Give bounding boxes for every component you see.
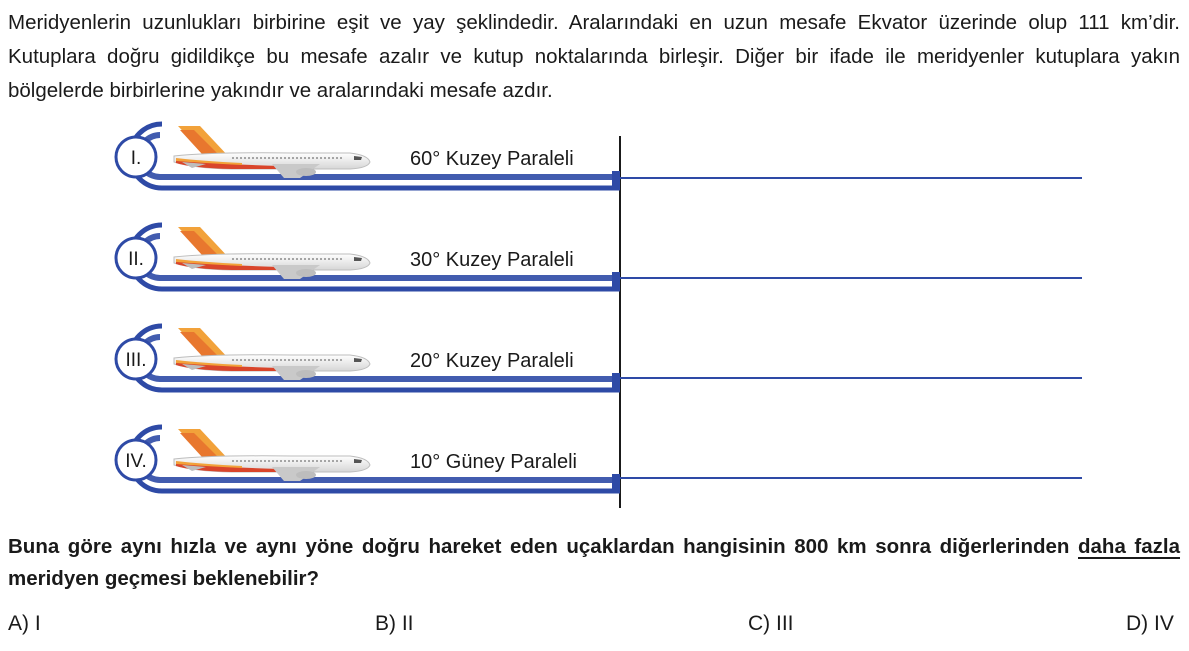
question-text xyxy=(8,531,1180,595)
row-3-label: 20° Kuzey Paraleli xyxy=(410,350,574,372)
option-c[interactable]: C) III xyxy=(748,612,794,635)
row-1-label: 60° Kuzey Paraleli xyxy=(410,148,574,170)
row-4-label: 10° Güney Paraleli xyxy=(410,451,577,473)
airplane-icon xyxy=(174,227,370,279)
parallel-row-3 xyxy=(116,326,1082,390)
parallel-row-1 xyxy=(116,124,1082,188)
airplane-icon xyxy=(174,328,370,380)
row-1-numeral: I. xyxy=(130,148,142,169)
option-a[interactable]: A) I xyxy=(8,612,41,635)
row-3-numeral: III. xyxy=(125,350,147,371)
option-d[interactable]: D) IV xyxy=(1126,612,1174,635)
question-emphasis: daha fazla xyxy=(1078,535,1180,558)
intro-paragraph: Meridyenlerin uzunlukları birbirine eşit ve yay şeklindedir. Aralarındaki en uzun mesafe Ekvator üzerinde olup 111 km’dir. Kutuplara doğru gidildikçe bu mesafe azalır ve kutup noktalarında birleşir. Diğer bir ifade ile meridyenler kutuplara yakın bölgelerde birbirlerine yakındır ve aralarındaki mesafe azdır. xyxy=(8,11,1180,102)
row-2-numeral: II. xyxy=(128,249,144,270)
question-part-2: meridyen geçmesi beklenebilir? xyxy=(8,567,320,590)
question-part-1: Buna göre aynı hızla ve aynı yöne doğru hareket eden uçaklardan hangisinin 800 km sonra diğerlerinden xyxy=(8,535,1078,558)
row-2-label: 30° Kuzey Paraleli xyxy=(410,249,574,271)
airplane-icon xyxy=(174,126,370,178)
row-4-numeral: IV. xyxy=(125,451,147,472)
parallel-row-2 xyxy=(116,225,1082,289)
parallel-row-4 xyxy=(116,427,1082,491)
airplane-icon xyxy=(174,429,370,481)
option-b[interactable]: B) II xyxy=(375,612,414,635)
